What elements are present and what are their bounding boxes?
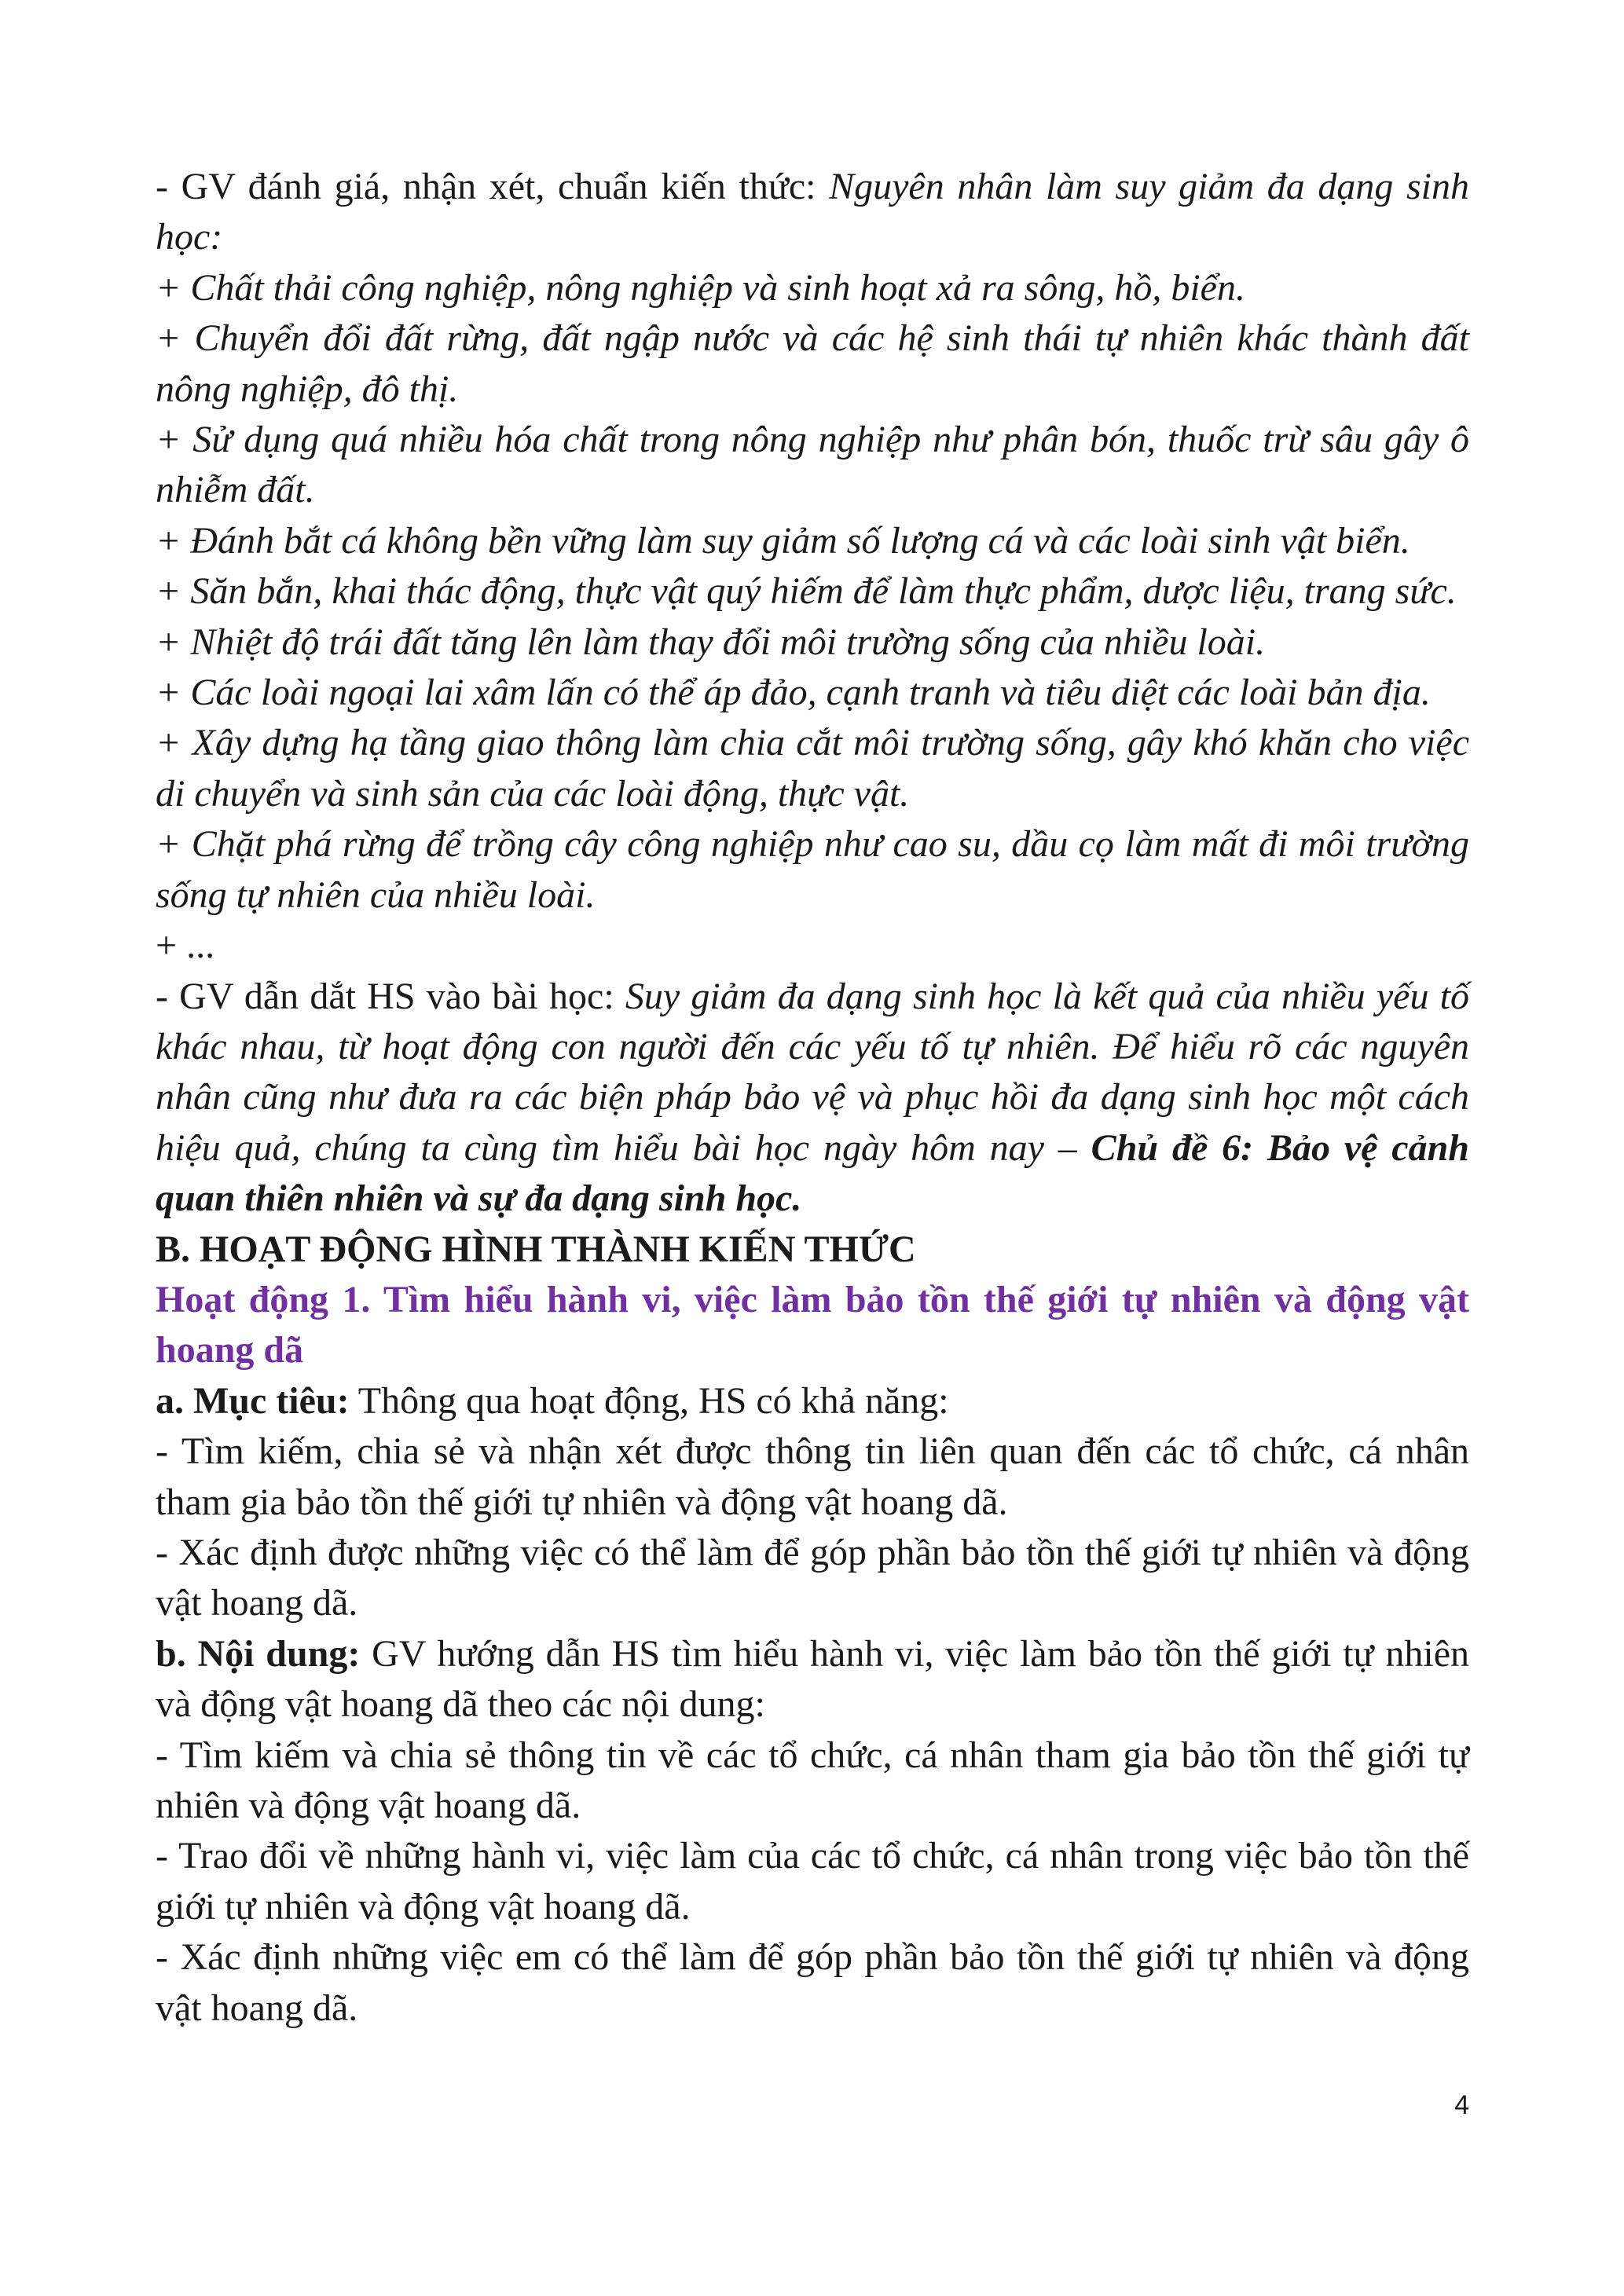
content-text: GV hướng dẫn HS tìm hiểu hành vi, việc làm bảo tồn thế giới tự nhiên và động vật hoang dã theo các nội dung: xyxy=(156,1632,1470,1726)
content-line xyxy=(156,1629,1469,1730)
cause-item: + Xây dựng hạ tầng giao thông làm chia cắt môi trường sống, gây khó khăn cho việc di chuyển và sinh sản của các loài động, thực vật. xyxy=(156,722,1469,815)
objective-line xyxy=(156,1376,1469,1426)
assessment-italic: Nguyên nhân làm suy giảm đa dạng sinh học: xyxy=(156,166,1470,258)
activity-title: Hoạt động 1. Tìm hiểu hành vi, việc làm bảo tồn thế giới tự nhiên và động vật hoang dã xyxy=(156,1278,1469,1371)
content-label: b. Nội dung: xyxy=(156,1632,361,1675)
objective-item: - Xác định được những việc có thể làm để góp phần bảo tồn thế giới tự nhiên và động vật hoang dã. xyxy=(156,1531,1469,1624)
cause-item: + Các loài ngoại lai xâm lấn có thể áp đảo, cạnh tranh và tiêu diệt các loài bản địa. xyxy=(156,672,1431,714)
cause-item: + Sử dụng quá nhiều hóa chất trong nông nghiệp như phân bón, thuốc trừ sâu gây ô nhiễm đất. xyxy=(156,419,1469,511)
lead-italic: Suy giảm đa dạng sinh học là kết quả của nhiều yếu tố khác nhau, từ hoạt động con người đến các yếu tố tự nhiên. Để hiểu rõ các nguyên nhân cũng như đưa ra các biện pháp bảo vệ và phục hồi đa dạng sinh học một cách hiệu quả, chúng ta cùng tìm hiểu bài học ngày hôm nay – xyxy=(156,975,1470,1169)
content-item: - Xác định những việc em có thể làm để góp phần bảo tồn thế giới tự nhiên và động vật hoang dã. xyxy=(156,1936,1469,2029)
cause-item: + Chặt phá rừng để trồng cây công nghiệp như cao su, dầu cọ làm mất đi môi trường sống tự nhiên của nhiều loài. xyxy=(156,823,1469,916)
cause-item: + Săn bắn, khai thác động, thực vật quý hiếm để làm thực phẩm, dược liệu, trang sức. xyxy=(156,570,1457,613)
cause-item: + Nhiệt độ trái đất tăng lên làm thay đổi môi trường sống của nhiều loài. xyxy=(156,621,1266,663)
lead-topic-title: Chủ đề 6: Bảo vệ cảnh quan thiên nhiên và sự đa dạng sinh học. xyxy=(156,1126,1469,1220)
objective-text: Thông qua hoạt động, HS có khả năng: xyxy=(349,1379,949,1422)
objective-label: a. Mục tiêu: xyxy=(156,1379,350,1422)
page-number: 4 xyxy=(1454,2090,1469,2120)
objective-item: - Tìm kiếm, chia sẻ và nhận xét được thông tin liên quan đến các tổ chức, cá nhân tham gia bảo tồn thế giới tự nhiên và động vật hoang dã. xyxy=(156,1430,1469,1523)
content-item: - Tìm kiếm và chia sẻ thông tin về các tổ chức, cá nhân tham gia bảo tồn thế giới tự nhiên và động vật hoang dã. xyxy=(156,1734,1469,1826)
cause-ellipsis: + ... xyxy=(156,925,215,967)
teacher-assessment xyxy=(156,162,1469,263)
cause-item: + Chất thải công nghiệp, nông nghiệp và sinh hoạt xả ra sông, hồ, biển. xyxy=(156,266,1245,309)
cause-item: + Chuyển đổi đất rừng, đất ngập nước và các hệ sinh thái tự nhiên khác thành đất nông nghiệp, đô thị. xyxy=(156,317,1469,410)
section-heading: B. HOẠT ĐỘNG HÌNH THÀNH KIẾN THỨC xyxy=(156,1228,916,1270)
document-page xyxy=(156,162,1469,2034)
lead-prefix: - GV dẫn dắt HS vào bài học: xyxy=(156,975,625,1017)
cause-item: + Đánh bắt cá không bền vững làm suy giảm số lượng cá và các loài sinh vật biển. xyxy=(156,519,1410,562)
assessment-prefix: - GV đánh giá, nhận xét, chuẩn kiến thức: xyxy=(156,166,830,207)
content-item: - Trao đổi về những hành vi, việc làm của các tổ chức, cá nhân trong việc bảo tồn thế giới tự nhiên và động vật hoang dã. xyxy=(156,1835,1469,1928)
teacher-lead-in xyxy=(156,972,1469,1225)
